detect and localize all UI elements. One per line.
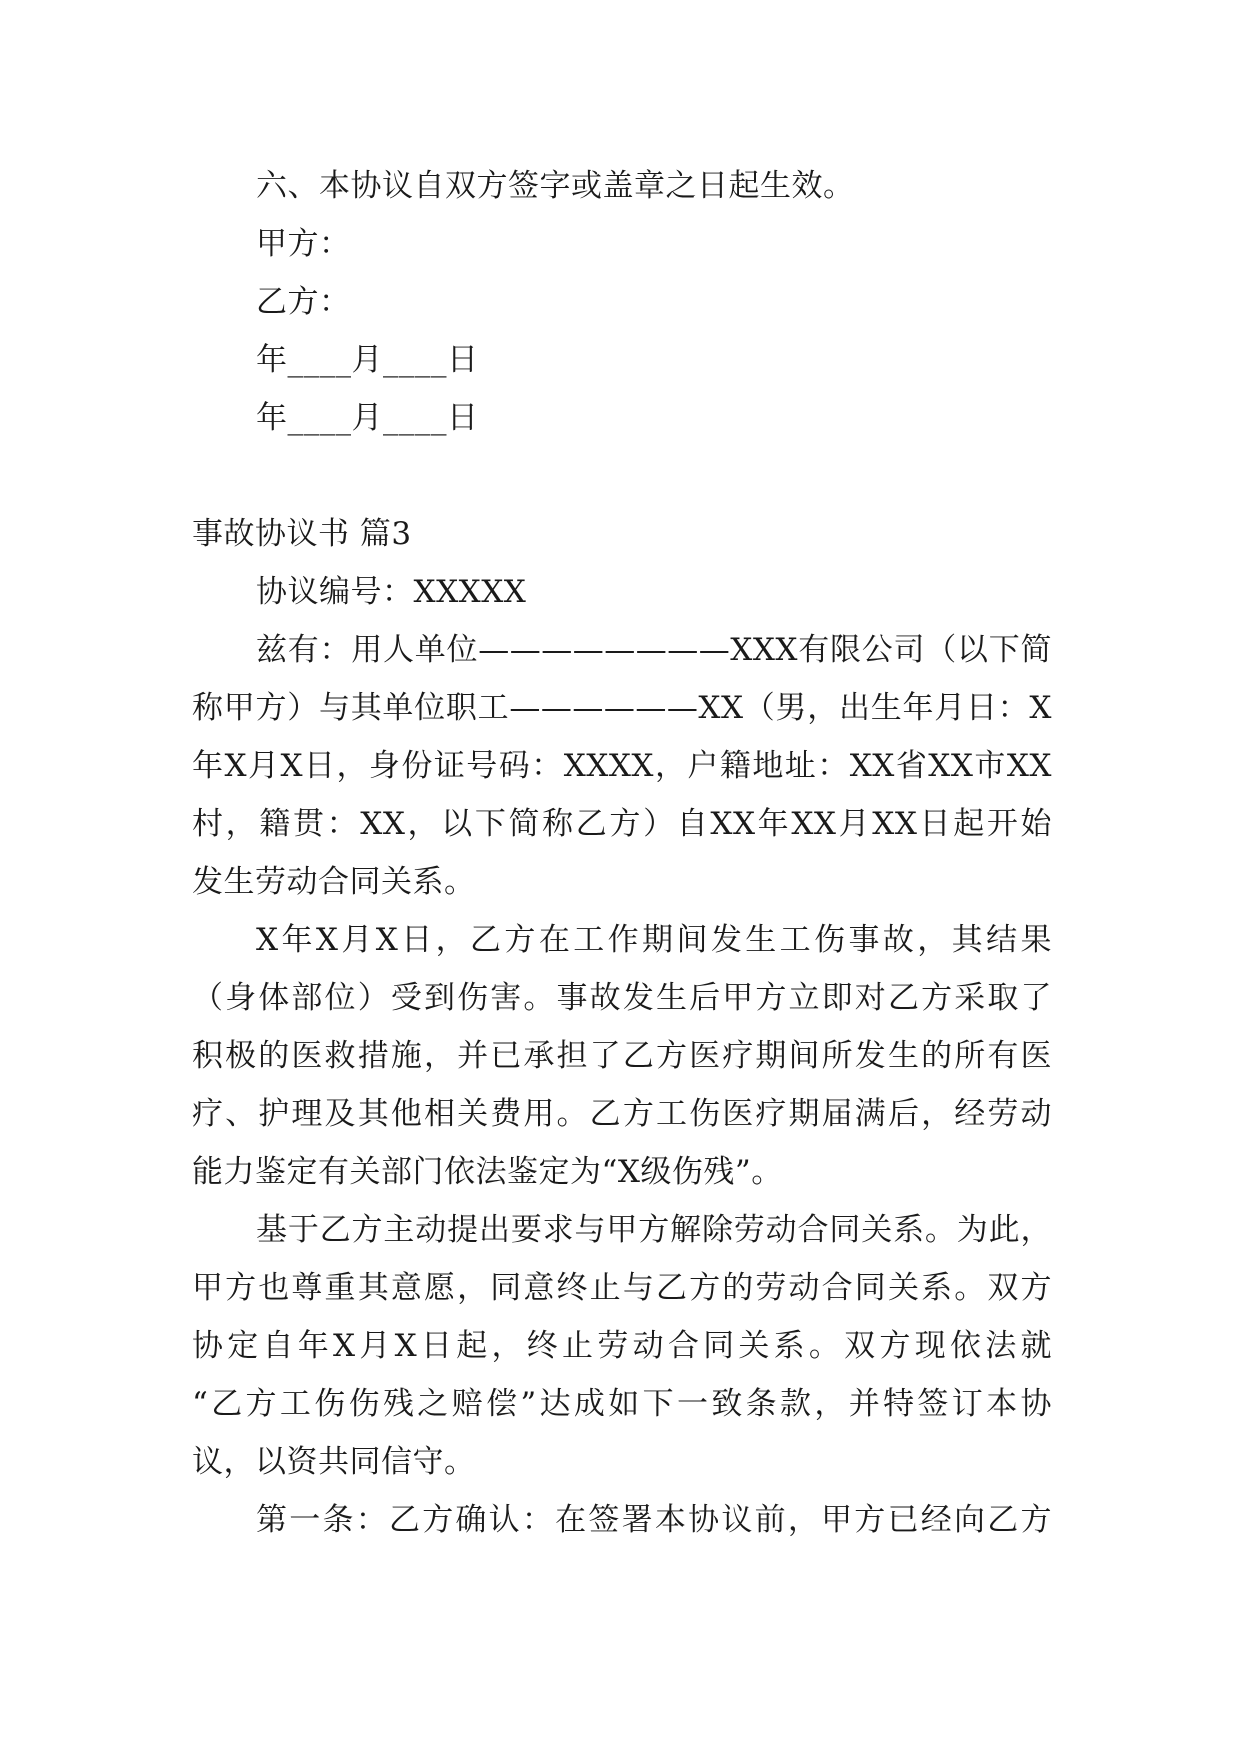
agreement-number: 协议编号：XXXXX bbox=[256, 574, 527, 610]
paragraph-line: X年X月X日，乙方在工作期间发生工伤事故，其结果 bbox=[256, 922, 1052, 958]
paragraph-line: 积极的医救措施，并已承担了乙方医疗期间所发生的所有医 bbox=[192, 1038, 1052, 1074]
section-heading: 事故协议书 篇3 bbox=[192, 516, 412, 552]
paragraph-line: “乙方工伤伤残之赔偿”达成如下一致条款，并特签订本协 bbox=[192, 1386, 1052, 1422]
paragraph-line: 基于乙方主动提出要求与甲方解除劳动合同关系。为此， bbox=[256, 1212, 1052, 1248]
clause-six: 六、本协议自双方签字或盖章之日起生效。 bbox=[256, 168, 855, 204]
date-line: 年____月____日 bbox=[256, 400, 479, 436]
paragraph-line: （身体部位）受到伤害。事故发生后甲方立即对乙方采取了 bbox=[192, 980, 1052, 1016]
date-line: 年____月____日 bbox=[256, 342, 479, 378]
paragraph-line: 发生劳动合同关系。 bbox=[192, 864, 476, 900]
paragraph-line: 能力鉴定有关部门依法鉴定为“X级伤残”。 bbox=[192, 1154, 783, 1190]
paragraph-line: 称甲方）与其单位职工——————XX（男，出生年月日：X bbox=[192, 690, 1052, 726]
paragraph-line: 协定自年X月X日起，终止劳动合同关系。双方现依法就 bbox=[192, 1328, 1052, 1364]
article-one-line: 第一条：乙方确认：在签署本协议前，甲方已经向乙方 bbox=[256, 1502, 1052, 1538]
paragraph-line: 甲方也尊重其意愿，同意终止与乙方的劳动合同关系。双方 bbox=[192, 1270, 1052, 1306]
paragraph-line: 兹有：用人单位————————XXX有限公司（以下简 bbox=[256, 632, 1052, 668]
paragraph-line: 疗、护理及其他相关费用。乙方工伤医疗期届满后，经劳动 bbox=[192, 1096, 1052, 1132]
party-b-label: 乙方： bbox=[256, 284, 351, 320]
paragraph-line: 议，以资共同信守。 bbox=[192, 1444, 476, 1480]
paragraph-line: 村，籍贯：XX，以下简称乙方）自XX年XX月XX日起开始 bbox=[192, 806, 1052, 842]
paragraph-line: 年X月X日，身份证号码：XXXX，户籍地址：XX省XX市XX bbox=[192, 748, 1052, 784]
party-a-label: 甲方： bbox=[256, 226, 351, 262]
